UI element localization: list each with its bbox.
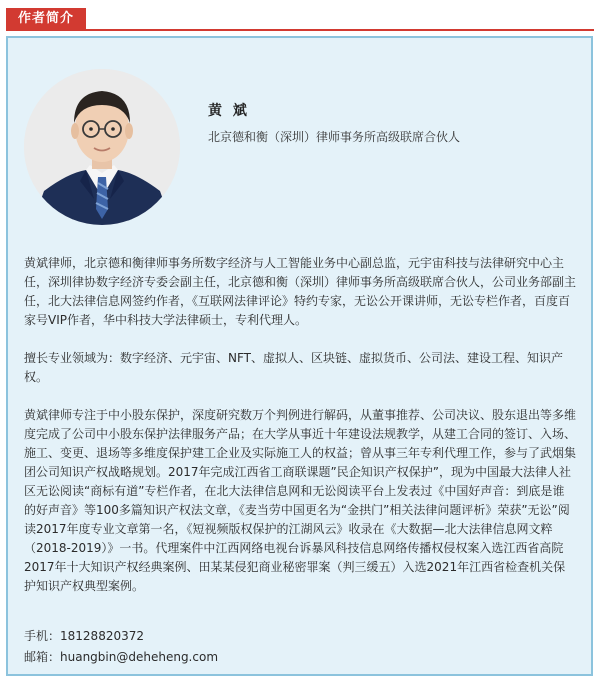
author-bio — [24, 254, 576, 615]
email-row — [24, 647, 218, 668]
section-title: 作者简介 — [6, 8, 86, 30]
email-label: 邮箱： — [24, 650, 61, 664]
bio-paragraph: 黄斌律师，北京德和衡律师事务所数字经济与人工智能业务中心副总监，元宇宙科技与法律研究中心主任，深圳律协数字经济专委会副主任，北京德和衡（深圳）律师事务所高级联席合伙人，公司业务部副主任，北大法律信息网签约作者，《互联网法律评论》特约专家，无讼公开课讲师，无讼专栏作者，百度百家号VIP作者，华中科技大学法律硕士，专利代理人。 — [24, 256, 577, 327]
section-divider — [6, 29, 594, 31]
author-name: 黄 斌 — [208, 103, 250, 119]
bio-paragraph: 擅长专业领域为：数字经济、元宇宙、NFT、虚拟人、区块链、虚拟货币、公司法、建设工程、知识产权。 — [24, 351, 564, 384]
author-photo — [24, 69, 180, 225]
contact-info — [24, 626, 218, 668]
email-address: huangbin@deheheng.com — [60, 650, 219, 664]
phone-label: 手机： — [24, 629, 61, 643]
phone-row — [24, 626, 218, 647]
author-card — [6, 36, 593, 676]
author-position: 北京德和衡（深圳）律师事务所高级联席合伙人 — [208, 130, 461, 144]
phone-number: 18128820372 — [60, 629, 144, 643]
bio-paragraph: 黄斌律师专注于中小股东保护，深度研究数万个判例进行解码，从董事推荐、公司决议、股东退出等多维度完成了公司中小股东保护法律服务产品；在大学从事近十年建设法规教学，从建工合同的签订、入场、施工、变更、退场等多维度保护建工企业及实际施工人的权益；曾从事三年专利代理工作，参与了武烟集团公司知识产权战略规划。2017年完成江西省工商联课题”民企知识产权保护”，现为中国最大法律人社区无讼阅读“商标有道”专栏作者，在北大法律信息网和无讼阅读平台上发表过《中国好声音：到底是谁的好声音》等100多篇知识产权法文章，《麦当劳中国更名为“金拱门”相关法律问题评析》荣获”无讼”阅读2017年度专业文章第一名，《短视频版权保护的江湖风云》收录在《大数据—北大法律信息网文粹（2018-2019）》一书。代理案件中江西网络电视台诉暴风科技信息网络传播权侵权案入选江西省高院2017年十大知识产权经典案例、田某某侵犯商业秘密罪案（判三缓五）入选2021年江西省检查机关保护知识产权典型案例。 — [24, 408, 577, 593]
